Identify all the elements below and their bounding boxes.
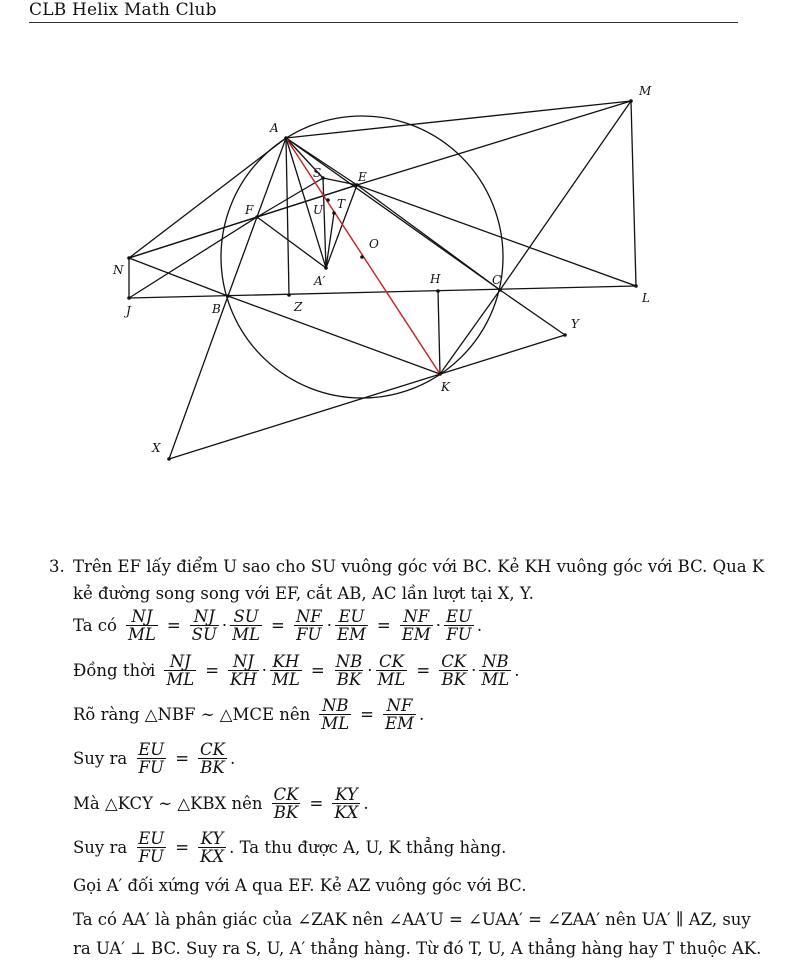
label-J: J <box>126 304 131 318</box>
label-L: L <box>642 291 650 305</box>
point-A <box>284 136 288 140</box>
segment-NB <box>129 258 228 296</box>
text-line-1: Trên EF lấy điểm U sao cho SU vuông góc với BC. Kẻ KH vuông góc với BC. Qua K <box>73 557 765 576</box>
point-U <box>326 198 330 202</box>
point-F <box>255 215 259 219</box>
label-M: M <box>639 84 652 98</box>
text-line-11: ra UA′ ⊥ BC. Suy ra S, U, A′ thẳng hàng. Từ đó T, U, A thẳng hàng hay T thuộc AK. <box>73 939 762 958</box>
label-F: F <box>245 203 254 217</box>
point-M <box>629 99 633 103</box>
segment-EM <box>357 101 631 185</box>
frac-EU-FU: $\frac{EU}{FU}$ <box>445 607 472 645</box>
frac-NJ-SU: $\frac{NJ}{SU}$ <box>191 607 217 645</box>
label-C: C <box>492 273 502 287</box>
segment-CY <box>500 290 565 335</box>
segment-AM <box>286 101 631 138</box>
label-H: H <box>430 272 441 286</box>
point-S <box>321 176 325 180</box>
segment-NA <box>129 138 286 258</box>
segment-XY <box>169 335 565 459</box>
point-L <box>634 284 638 288</box>
point-Z <box>287 293 291 297</box>
text-line-9: Gọi A′ đối xứng với A qua EF. Kẻ AZ vuông góc với BC. <box>73 876 527 895</box>
label-B: B <box>212 302 221 316</box>
eq3-prefix: Ta có <box>73 616 117 636</box>
segment-KH <box>438 291 440 374</box>
label-E: E <box>358 170 367 184</box>
frac-NJ-ML: $\frac{NJ}{ML}$ <box>127 607 156 645</box>
point-N <box>127 256 131 260</box>
segment-FAprime <box>257 217 326 268</box>
equation-line-7: Mà △KCY ∼ △KBX nên $\frac{CK}{BK}$ = $\frac{KY}{KX}$ . <box>73 785 369 823</box>
label-O: O <box>369 237 379 251</box>
label-X: X <box>152 441 161 455</box>
segment-CK <box>440 290 500 374</box>
label-U: U <box>313 203 324 217</box>
equation-line-6: Suy ra $\frac{EU}{FU}$ = $\frac{CK}{BK}$ . <box>73 740 236 778</box>
label-A: A <box>270 121 279 135</box>
segment-ML <box>631 101 636 286</box>
equation-line-4: Đồng thời $\frac{NJ}{ML}$ = $\frac{NJ}{KH}$ · $\frac{KH}{ML}$ = $\frac{NB}{BK}$ · $\frac{CK}{ML}$ = $\frac{CK}{BK}$ · $\frac{NB}{ML}$ . <box>73 652 520 690</box>
point-J <box>127 296 131 300</box>
segment-JF <box>129 217 257 298</box>
equation-line-5: Rõ ràng △NBF ∼ △MCE nên $\frac{NB}{ML}$ = $\frac{NF}{EM}$ . <box>73 696 425 734</box>
label-T: T <box>337 197 346 211</box>
point-O <box>360 255 364 259</box>
text-line-2: kẻ đường song song với EF, cắt AB, AC lần lượt tại X, Y. <box>73 584 534 603</box>
segment-NF <box>129 217 257 258</box>
frac-NF-EM: $\frac{NF}{EM}$ <box>401 607 431 645</box>
point-Aprime <box>324 266 328 270</box>
label-K: K <box>441 380 450 394</box>
segment-BK <box>228 296 440 374</box>
point-B <box>226 294 230 298</box>
label-Aprime: A′ <box>314 274 326 288</box>
equation-line-8: Suy ra $\frac{EU}{FU}$ = $\frac{KY}{KX}$ . Ta thu được A, U, K thẳng hàng. <box>73 829 507 867</box>
segment-SAprime <box>323 178 326 268</box>
segment-TAprime <box>326 213 334 268</box>
segment-BX <box>169 296 228 459</box>
point-H <box>436 289 440 293</box>
segment-AZ <box>286 138 289 295</box>
label-Z: Z <box>294 300 303 314</box>
segment-MC <box>500 101 631 290</box>
label-Y: Y <box>571 317 579 331</box>
item-number: 3. <box>49 557 65 576</box>
segment-EL <box>357 185 636 286</box>
frac-NF-FU: $\frac{NF}{FU}$ <box>295 607 322 645</box>
point-K <box>438 372 442 376</box>
frac-SU-ML: $\frac{SU}{ML}$ <box>232 607 260 645</box>
point-T <box>332 211 336 215</box>
point-Y <box>563 333 567 337</box>
point-C <box>498 288 502 292</box>
text-line-10: Ta có AA′ là phân giác của ∠ZAK nên ∠AA′U = ∠UAA′ = ∠ZAA′ nên UA′ ∥ AZ, suy <box>73 910 751 929</box>
frac-EU-EM: $\frac{EU}{EM}$ <box>336 607 366 645</box>
eq4-prefix: Đồng thời <box>73 661 156 681</box>
label-S: S <box>313 166 322 180</box>
page-header: CLB Helix Math Club <box>29 0 217 20</box>
label-N: N <box>113 263 124 277</box>
point-X <box>167 457 171 461</box>
equation-line-3: Ta có $\frac{NJ}{ML}$ = $\frac{NJ}{SU}$ · $\frac{SU}{ML}$ = $\frac{NF}{FU}$ · $\frac{EU}{EM}$ = $\frac{NF}{EM}$ · $\frac{EU}{FU}$ . <box>73 607 483 645</box>
